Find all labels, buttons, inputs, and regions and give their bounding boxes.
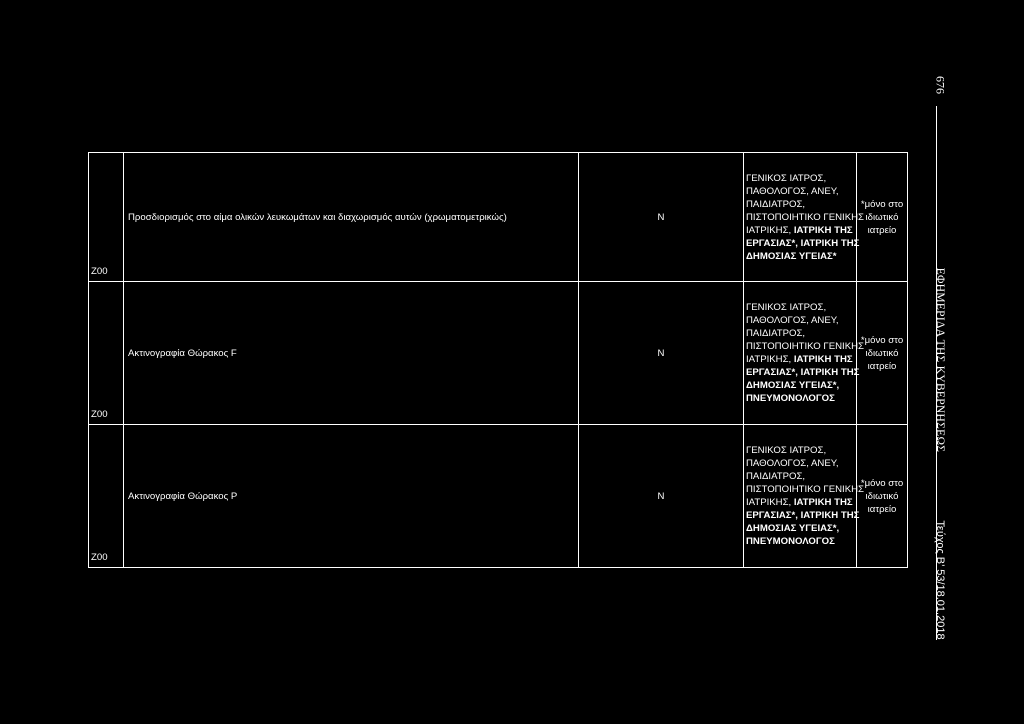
specialty-line-bold: ΕΡΓΑΣΙΑΣ*, ΙΑΤΡΙΚΗ ΤΗΣ <box>746 367 860 378</box>
eligible-specialties <box>744 282 864 425</box>
specialty-line: ΓΕΝΙΚΟΣ ΙΑΤΡΟΣ, <box>746 302 827 313</box>
eligible-specialties <box>744 425 864 568</box>
procedure-flag: Ν <box>579 425 744 568</box>
note-line: ιδιωτικό <box>865 347 899 359</box>
note-line: ιατρείο <box>867 360 897 372</box>
procedure-flag: Ν <box>579 153 744 282</box>
specialty-line: ΠΙΣΤΟΠΟΙΗΤΙΚΟ ΓΕΝΙΚΗΣ <box>746 341 864 352</box>
private-practice-note <box>857 425 908 568</box>
specialty-line: ΠΑΙΔΙΑΤΡΟΣ, <box>746 198 806 210</box>
procedure-code: Z00 <box>89 425 124 568</box>
private-practice-note <box>857 282 908 425</box>
specialty-text-bold: ΙΑΤΡΙΚΗ ΤΗΣ <box>793 224 853 236</box>
specialty-line: ΠΑΘΟΛΟΓΟΣ, ΑΝΕΥ, <box>746 185 839 197</box>
specialty-line-bold: ΔΗΜΟΣΙΑΣ ΥΓΕΙΑΣ* <box>746 250 837 262</box>
specialty-text-bold: ΙΑΤΡΙΚΗ ΤΗΣ <box>793 354 853 365</box>
specialty-text-bold: ΙΑΤΡΙΚΗ ΤΗΣ <box>793 497 853 508</box>
specialty-line: ΠΑΘΟΛΟΓΟΣ, ΑΝΕΥ, <box>746 458 839 469</box>
note-line: ιδιωτικό <box>865 490 899 502</box>
note-line: ιατρείο <box>867 503 897 515</box>
note-line: ιδιωτικό <box>865 211 899 223</box>
note-line: ιατρείο <box>867 224 897 236</box>
specialty-line: ΓΕΝΙΚΟΣ ΙΑΤΡΟΣ, <box>746 445 827 456</box>
specialty-text: ΙΑΤΡΙΚΗΣ, <box>746 497 792 508</box>
specialty-line: ΠΑΙΔΙΑΤΡΟΣ, <box>746 328 806 339</box>
note-line: *μόνο στο <box>860 334 904 346</box>
procedure-description: Ακτινογραφία Θώρακος F <box>124 282 579 425</box>
table-row <box>89 282 908 425</box>
procedure-description: Ακτινογραφία Θώρακος P <box>124 425 579 568</box>
procedure-description: Προσδιορισμός στο αίμα ολικών λευκωμάτων και διαχωρισμός αυτών (χρωματομετρικώς) <box>124 153 579 282</box>
note-line: *μόνο στο <box>860 477 904 489</box>
specialty-line-bold: ΔΗΜΟΣΙΑΣ ΥΓΕΙΑΣ*, <box>746 380 840 391</box>
page-number: 676 <box>933 76 948 94</box>
eligible-specialties <box>744 153 864 282</box>
specialty-line-bold: ΔΗΜΟΣΙΑΣ ΥΓΕΙΑΣ*, <box>746 523 840 534</box>
specialty-line: ΠΑΙΔΙΑΤΡΟΣ, <box>746 471 806 482</box>
note-line: *μόνο στο <box>860 198 904 210</box>
specialty-line-bold: ΕΡΓΑΣΙΑΣ*, ΙΑΤΡΙΚΗ ΤΗΣ <box>746 237 860 249</box>
specialty-line <box>746 496 856 509</box>
specialty-line: ΠΙΣΤΟΠΟΙΗΤΙΚΟ ΓΕΝΙΚΗΣ <box>746 211 864 223</box>
specialty-line <box>746 353 856 366</box>
specialty-line-bold: ΠΝΕΥΜΟΝΟΛΟΓΟΣ <box>746 536 835 547</box>
specialty-text: ΙΑΤΡΙΚΗΣ, <box>746 224 792 236</box>
specialty-line: ΓΕΝΙΚΟΣ ΙΑΤΡΟΣ, <box>746 172 827 184</box>
private-practice-note <box>857 153 908 282</box>
specialty-line: ΠΑΘΟΛΟΓΟΣ, ΑΝΕΥ, <box>746 315 839 326</box>
table-row <box>89 425 908 568</box>
specialty-line-bold: ΠΝΕΥΜΟΝΟΛΟΓΟΣ <box>746 393 835 404</box>
issue-info: Τεύχος Β’ 53/18.01.2018 <box>934 520 946 640</box>
table-row <box>89 153 908 282</box>
procedure-flag: Ν <box>579 282 744 425</box>
specialty-text: ΙΑΤΡΙΚΗΣ, <box>746 354 792 365</box>
procedure-code: Z00 <box>89 282 124 425</box>
specialty-line: ΠΙΣΤΟΠΟΙΗΤΙΚΟ ΓΕΝΙΚΗΣ <box>746 484 864 495</box>
specialty-line <box>746 224 856 237</box>
procedures-table <box>88 152 908 568</box>
journal-title: ΕΦΗΜΕΡΙΔΑ ΤΗΣ ΚΥΒΕΡΝΗΣΕΩΣ <box>934 267 946 453</box>
specialty-line-bold: ΕΡΓΑΣΙΑΣ*, ΙΑΤΡΙΚΗ ΤΗΣ <box>746 510 860 521</box>
procedure-code: Z00 <box>89 153 124 282</box>
